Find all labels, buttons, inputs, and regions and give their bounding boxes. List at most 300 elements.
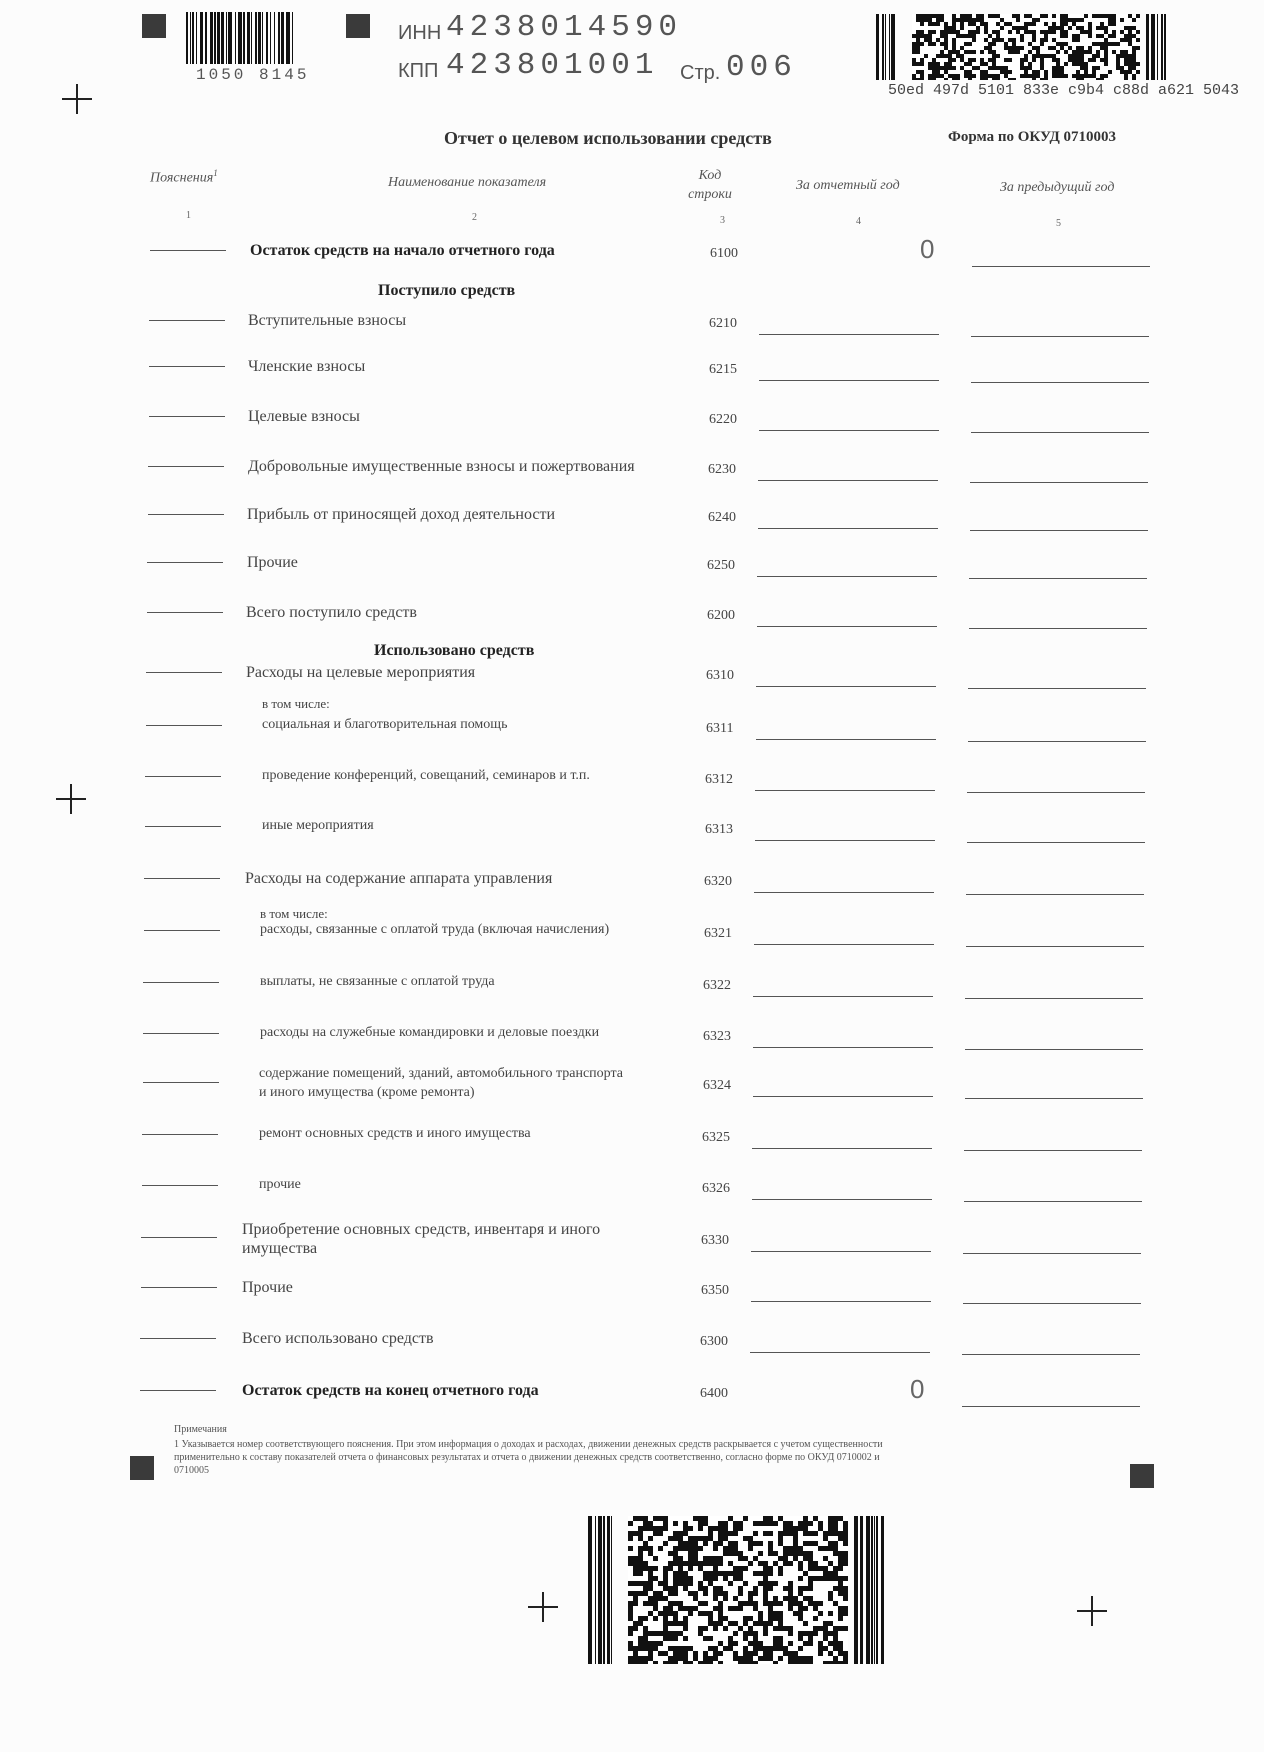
matrix-cell: [753, 1541, 758, 1546]
matrix-cell: [1000, 66, 1004, 70]
matrix-cell: [843, 1656, 848, 1661]
previous-year-field[interactable]: [967, 842, 1145, 843]
row-label: иные мероприятия: [262, 818, 374, 833]
matrix-cell: [793, 1526, 798, 1531]
matrix-cell: [678, 1656, 683, 1661]
matrix-cell: [1128, 14, 1132, 18]
matrix-cell: [653, 1631, 658, 1636]
notes-field[interactable]: [149, 416, 225, 417]
previous-year-field[interactable]: [969, 628, 1147, 629]
notes-field[interactable]: [148, 514, 224, 515]
matrix-cell: [1060, 70, 1064, 74]
current-year-field[interactable]: [756, 686, 936, 687]
matrix-cell: [1072, 50, 1076, 54]
matrix-cell: [996, 74, 1000, 78]
matrix-cell: [708, 1621, 713, 1626]
notes-field[interactable]: [146, 672, 222, 673]
matrix-cell: [1044, 34, 1048, 38]
matrix-cell: [668, 1561, 673, 1566]
row-label: Прочие: [242, 1279, 293, 1296]
matrix-cell: [758, 1611, 763, 1616]
matrix-cell: [763, 1596, 768, 1601]
matrix-cell: [823, 1531, 828, 1536]
matrix-cell: [1028, 66, 1032, 70]
matrix-cell: [1084, 30, 1088, 34]
matrix-cell: [1032, 78, 1036, 80]
notes-field[interactable]: [145, 826, 221, 827]
notes-field[interactable]: [145, 776, 221, 777]
matrix-cell: [924, 34, 928, 38]
matrix-cell: [698, 1611, 703, 1616]
matrix-cell: [843, 1561, 848, 1566]
matrix-cell: [683, 1646, 688, 1651]
matrix-cell: [976, 14, 980, 18]
notes-field[interactable]: [143, 1082, 219, 1083]
previous-year-field[interactable]: [965, 998, 1143, 999]
notes-field[interactable]: [147, 562, 223, 563]
matrix-cell: [928, 38, 932, 42]
notes-field[interactable]: [144, 878, 220, 879]
matrix-cell: [1080, 50, 1084, 54]
matrix-cell: [698, 1546, 703, 1551]
previous-year-field[interactable]: [967, 792, 1145, 793]
matrix-cell: [803, 1641, 808, 1646]
matrix-cell: [673, 1531, 678, 1536]
matrix-cell: [803, 1661, 808, 1664]
current-year-field[interactable]: [755, 790, 935, 791]
matrix-cell: [773, 1596, 778, 1601]
current-year-field[interactable]: [754, 944, 934, 945]
row-code: 6323: [703, 1029, 731, 1044]
row-label: Расходы на содержание аппарата управления: [245, 870, 553, 887]
matrix-cell: [1052, 30, 1056, 34]
matrix-cell: [1024, 74, 1028, 78]
matrix-cell: [952, 78, 956, 80]
matrix-cell: [633, 1626, 638, 1631]
current-year-field[interactable]: [757, 576, 937, 577]
previous-year-field[interactable]: [970, 530, 1148, 531]
notes-field[interactable]: [140, 1338, 216, 1339]
matrix-cell: [688, 1541, 693, 1546]
matrix-cell: [678, 1601, 683, 1606]
matrix-cell: [728, 1581, 733, 1586]
current-year-field[interactable]: [750, 1352, 930, 1353]
notes-field[interactable]: [149, 366, 225, 367]
matrix-cell: [968, 78, 972, 80]
matrix-cell: [912, 50, 916, 54]
matrix-cell: [828, 1541, 833, 1546]
matrix-cell: [683, 1531, 688, 1536]
matrix-cell: [683, 1581, 688, 1586]
page-value: 006: [726, 50, 797, 85]
matrix-cell: [1132, 78, 1136, 80]
previous-year-field[interactable]: [962, 1406, 1140, 1407]
matrix-cell: [743, 1601, 748, 1606]
matrix-cell: [678, 1531, 683, 1536]
matrix-cell: [980, 14, 984, 18]
matrix-cell: [638, 1656, 643, 1661]
current-year-field[interactable]: [757, 626, 937, 627]
matrix-cell: [1096, 50, 1100, 54]
matrix-cell: [788, 1641, 793, 1646]
matrix-cell: [960, 26, 964, 30]
current-year-field[interactable]: [753, 1096, 933, 1097]
matrix-cell: [940, 14, 944, 18]
registration-cross-top-left: [62, 84, 92, 114]
matrix-cell: [984, 62, 988, 66]
matrix-cell: [798, 1616, 803, 1621]
matrix-cell: [753, 1521, 758, 1526]
datamatrix-code-bottom: [588, 1516, 898, 1664]
matrix-cell: [728, 1541, 733, 1546]
previous-year-field[interactable]: [963, 1303, 1141, 1304]
matrix-cell: [916, 30, 920, 34]
notes-field[interactable]: [143, 982, 219, 983]
matrix-cell: [1076, 50, 1080, 54]
matrix-cell: [698, 1516, 703, 1521]
matrix-cell: [1108, 34, 1112, 38]
matrix-cell: [703, 1601, 708, 1606]
matrix-cell: [708, 1576, 713, 1581]
matrix-cell: [1032, 70, 1036, 74]
current-year-field[interactable]: [753, 996, 933, 997]
row-label: содержание помещений, зданий, автомобильного транспорта: [259, 1066, 623, 1081]
matrix-cell: [773, 1616, 778, 1621]
current-year-field[interactable]: [751, 1301, 931, 1302]
matrix-cell: [718, 1606, 723, 1611]
matrix-cell: [828, 1621, 833, 1626]
matrix-cell: [663, 1616, 668, 1621]
matrix-cell: [1060, 42, 1064, 46]
current-year-field[interactable]: [754, 892, 934, 893]
matrix-cell: [808, 1586, 813, 1591]
matrix-cell: [1032, 54, 1036, 58]
matrix-cell: [1080, 30, 1084, 34]
row-code: 6400: [700, 1386, 728, 1401]
matrix-cell: [992, 74, 996, 78]
matrix-cell: [803, 1521, 808, 1526]
previous-year-field[interactable]: [971, 432, 1149, 433]
matrix-cell: [1076, 34, 1080, 38]
matrix-cell: [936, 54, 940, 58]
previous-year-field[interactable]: [966, 946, 1144, 947]
matrix-cell: [743, 1516, 748, 1521]
notes-field[interactable]: [149, 320, 225, 321]
previous-year-field[interactable]: [972, 266, 1150, 267]
notes-field[interactable]: [148, 466, 224, 467]
row-code: 6321: [704, 926, 732, 941]
previous-year-field[interactable]: [964, 1150, 1142, 1151]
previous-year-field[interactable]: [966, 894, 1144, 895]
matrix-cell: [718, 1601, 723, 1606]
matrix-cell: [936, 14, 940, 18]
previous-year-field[interactable]: [965, 1049, 1143, 1050]
matrix-cell: [818, 1566, 823, 1571]
matrix-cell: [952, 26, 956, 30]
matrix-cell: [968, 30, 972, 34]
matrix-cell: [932, 22, 936, 26]
matrix-cell: [972, 30, 976, 34]
matrix-cell: [708, 1636, 713, 1641]
matrix-cell: [643, 1601, 648, 1606]
matrix-cell: [1028, 62, 1032, 66]
matrix-cell: [628, 1631, 633, 1636]
matrix-cell: [823, 1571, 828, 1576]
matrix-cell: [713, 1586, 718, 1591]
matrix-cell: [813, 1566, 818, 1571]
matrix-cell: [1100, 34, 1104, 38]
current-year-value[interactable]: 0: [920, 234, 935, 264]
current-year-field[interactable]: [759, 380, 939, 381]
current-year-field[interactable]: [758, 480, 938, 481]
matrix-cell: [833, 1516, 838, 1521]
matrix-cell: [1076, 62, 1080, 66]
current-year-field[interactable]: [753, 1047, 933, 1048]
matrix-cell: [778, 1656, 783, 1661]
row-label: прочие: [259, 1177, 301, 1192]
row-code: 6250: [707, 558, 735, 573]
notes-field[interactable]: [150, 250, 226, 251]
barcode-bar: [190, 12, 191, 64]
matrix-cell: [1032, 34, 1036, 38]
matrix-cell: [1132, 26, 1136, 30]
notes-field[interactable]: [141, 1287, 217, 1288]
matrix-cell: [698, 1521, 703, 1526]
matrix-cell: [678, 1566, 683, 1571]
matrix-cell: [940, 54, 944, 58]
matrix-cell: [673, 1551, 678, 1556]
notes-field[interactable]: [143, 1033, 219, 1034]
matrix-cell: [1040, 14, 1044, 18]
matrix-cell: [793, 1541, 798, 1546]
current-year-field[interactable]: [752, 1148, 932, 1149]
matrix-cell: [783, 1556, 788, 1561]
matrix-cell: [753, 1591, 758, 1596]
matrix-cell: [940, 66, 944, 70]
matrix-cell: [980, 62, 984, 66]
matrix-cell: [758, 1541, 763, 1546]
matrix-cell: [648, 1581, 653, 1586]
matrix-cell: [1120, 38, 1124, 42]
previous-year-field[interactable]: [971, 336, 1149, 337]
matrix-cell: [663, 1521, 668, 1526]
matrix-cell: [803, 1526, 808, 1531]
matrix-cell: [1056, 58, 1060, 62]
current-year-field[interactable]: [756, 739, 936, 740]
matrix-cell: [673, 1656, 678, 1661]
matrix-cell: [708, 1646, 713, 1651]
matrix-cell: [643, 1581, 648, 1586]
current-year-field[interactable]: [758, 528, 938, 529]
matrix-cell: [984, 26, 988, 30]
matrix-cell: [936, 62, 940, 66]
matrix-cell: [833, 1541, 838, 1546]
matrix-cell: [912, 74, 916, 78]
matrix-cell: [663, 1516, 668, 1521]
matrix-cell: [783, 1531, 788, 1536]
matrix-cell: [633, 1656, 638, 1661]
matrix-cell: [1032, 18, 1036, 22]
matrix-cell: [964, 70, 968, 74]
matrix-cell: [1072, 38, 1076, 42]
corner-marker-top-mid: [346, 14, 370, 38]
matrix-cell: [798, 1611, 803, 1616]
matrix-cell: [992, 78, 996, 80]
previous-year-field[interactable]: [969, 578, 1147, 579]
notes-field[interactable]: [141, 1237, 217, 1238]
matrix-cell: [713, 1541, 718, 1546]
matrix-cell: [763, 1581, 768, 1586]
notes-field[interactable]: [142, 1185, 218, 1186]
matrix-cell: [833, 1546, 838, 1551]
matrix-cell: [1112, 34, 1116, 38]
matrix-cell: [703, 1576, 708, 1581]
matrix-cell: [703, 1651, 708, 1656]
matrix-cell: [1048, 46, 1052, 50]
previous-year-field[interactable]: [965, 1098, 1143, 1099]
matrix-cell: [823, 1621, 828, 1626]
matrix-cell: [693, 1561, 698, 1566]
matrix-cell: [783, 1646, 788, 1651]
matrix-cell: [793, 1661, 798, 1664]
matrix-cell: [1116, 66, 1120, 70]
matrix-cell: [976, 30, 980, 34]
matrix-cell: [638, 1531, 643, 1536]
matrix-cell: [1064, 18, 1068, 22]
matrix-cell: [843, 1551, 848, 1556]
matrix-cell: [1052, 22, 1056, 26]
notes-field[interactable]: [144, 930, 220, 931]
previous-year-field[interactable]: [968, 741, 1146, 742]
matrix-cell: [658, 1581, 663, 1586]
current-year-field[interactable]: [752, 1199, 932, 1200]
matrix-cell: [673, 1576, 678, 1581]
barcode-bar: [235, 12, 236, 64]
matrix-cell: [912, 78, 916, 80]
matrix-cell: [688, 1536, 693, 1541]
matrix-cell: [653, 1566, 658, 1571]
matrix-cell: [932, 58, 936, 62]
previous-year-field[interactable]: [964, 1201, 1142, 1202]
matrix-cell: [838, 1561, 843, 1566]
matrix-cell: [668, 1586, 673, 1591]
previous-year-field[interactable]: [963, 1253, 1141, 1254]
current-year-field[interactable]: [751, 1251, 931, 1252]
matrix-cell: [932, 74, 936, 78]
matrix-cell: [838, 1516, 843, 1521]
matrix-cell: [1104, 14, 1108, 18]
matrix-cell: [1004, 22, 1008, 26]
matrix-cell: [1016, 46, 1020, 50]
matrix-cell: [1008, 46, 1012, 50]
matrix-cell: [936, 22, 940, 26]
matrix-cell: [798, 1521, 803, 1526]
previous-year-field[interactable]: [971, 382, 1149, 383]
matrix-cell: [928, 34, 932, 38]
matrix-cell: [1108, 22, 1112, 26]
matrix-cell: [1076, 26, 1080, 30]
matrix-cell: [688, 1611, 693, 1616]
matrix-cell: [828, 1596, 833, 1601]
notes-line-2: применительно к составу показателей отчета о финансовых результатах и отчета о движении денежных средств соответственно, согласно форме по ОКУД 0710002 и: [174, 1452, 880, 1463]
matrix-cell: [912, 42, 916, 46]
matrix-cell: [633, 1621, 638, 1626]
matrix-cell: [932, 14, 936, 18]
matrix-cell: [1116, 58, 1120, 62]
matrix-cell: [1024, 22, 1028, 26]
matrix-cell: [688, 1551, 693, 1556]
matrix-cell: [968, 58, 972, 62]
matrix-cell: [940, 30, 944, 34]
matrix-cell: [738, 1566, 743, 1571]
matrix-cell: [920, 22, 924, 26]
matrix-cell: [838, 1536, 843, 1541]
matrix-cell: [738, 1576, 743, 1581]
matrix-cell: [663, 1661, 668, 1664]
matrix-cell: [964, 34, 968, 38]
matrix-cell: [992, 62, 996, 66]
matrix-cell: [778, 1566, 783, 1571]
matrix-cell: [728, 1621, 733, 1626]
kpp-label: КПП: [398, 60, 439, 82]
matrix-cell: [638, 1641, 643, 1646]
notes-field[interactable]: [147, 612, 223, 613]
current-year-field[interactable]: [759, 430, 939, 431]
matrix-cell: [768, 1601, 773, 1606]
matrix-cell: [968, 50, 972, 54]
previous-year-field[interactable]: [970, 482, 1148, 483]
matrix-cell: [1024, 26, 1028, 30]
matrix-cell: [1012, 42, 1016, 46]
current-year-value[interactable]: 0: [910, 1374, 925, 1404]
matrix-cell: [1100, 22, 1104, 26]
matrix-cell: [753, 1606, 758, 1611]
current-year-field[interactable]: [755, 840, 935, 841]
matrix-cell: [1088, 58, 1092, 62]
matrix-cell: [668, 1606, 673, 1611]
notes-field[interactable]: [140, 1390, 216, 1391]
matrix-cell: [773, 1521, 778, 1526]
matrix-cell: [1096, 34, 1100, 38]
matrix-cell: [703, 1636, 708, 1641]
matrix-cell: [673, 1546, 678, 1551]
matrix-cell: [916, 18, 920, 22]
current-year-field[interactable]: [759, 334, 939, 335]
matrix-cell: [798, 1606, 803, 1611]
matrix-cell: [1040, 54, 1044, 58]
row-code: 6240: [708, 510, 736, 525]
matrix-cell: [1028, 74, 1032, 78]
in-that-number-1: в том числе:: [262, 696, 330, 711]
matrix-cell: [828, 1651, 833, 1656]
matrix-cell: [924, 54, 928, 58]
matrix-cell: [713, 1651, 718, 1656]
notes-field[interactable]: [146, 725, 222, 726]
notes-field[interactable]: [142, 1134, 218, 1135]
matrix-cell: [808, 1596, 813, 1601]
matrix-cell: [1084, 62, 1088, 66]
matrix-cell: [1124, 78, 1128, 80]
previous-year-field[interactable]: [968, 688, 1146, 689]
matrix-cell: [828, 1591, 833, 1596]
matrix-cell: [803, 1541, 808, 1546]
matrix-cell: [813, 1601, 818, 1606]
matrix-cell: [808, 1541, 813, 1546]
matrix-cell: [648, 1651, 653, 1656]
matrix-cell: [693, 1596, 698, 1601]
matrix-cell: [678, 1556, 683, 1561]
previous-year-field[interactable]: [962, 1354, 1140, 1355]
